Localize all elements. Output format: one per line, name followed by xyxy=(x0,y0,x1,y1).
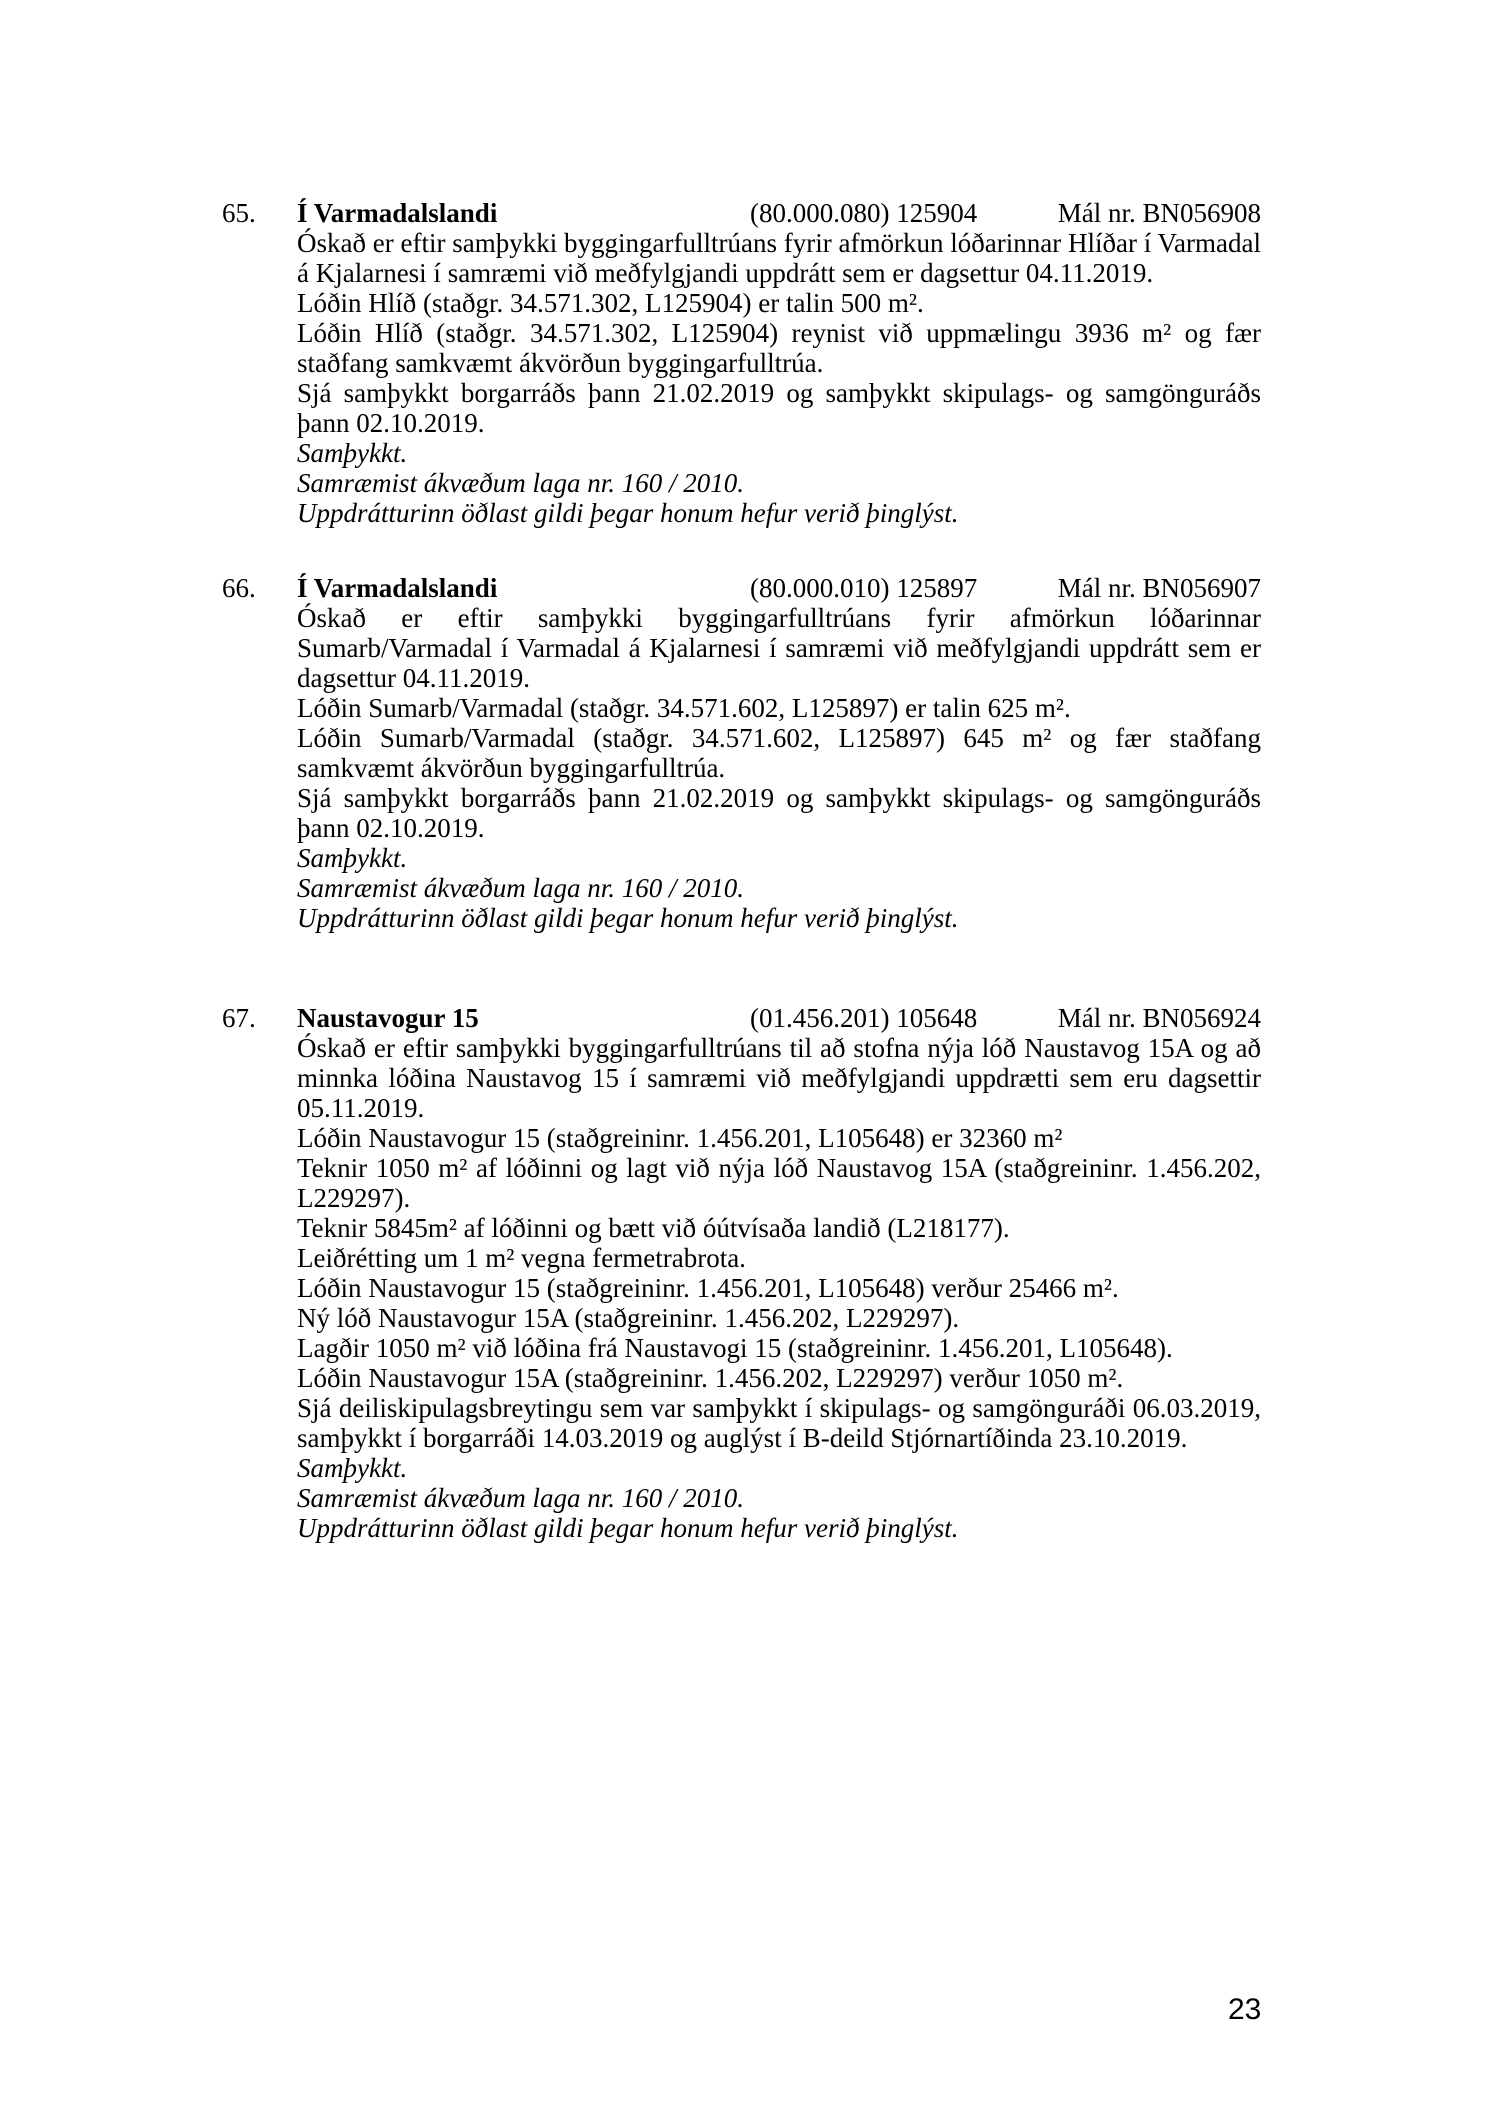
item-number: 65. xyxy=(222,198,256,228)
item-header xyxy=(297,198,1261,228)
item-header xyxy=(297,573,1261,603)
case-paragraph: Lagðir 1050 m² við lóðina frá Naustavogi 15 (staðgreininr. 1.456.201, L105648). xyxy=(297,1333,1173,1363)
case-paragraph: Lóðin Naustavogur 15 (staðgreininr. 1.456.201, L105648) verður 25466 m². xyxy=(297,1273,1119,1303)
case-paragraph: Óskað er eftir samþykki byggingarfulltrúans fyrir afmörkun lóðarinnar Sumarb/Varmadal í Varmadal á Kjalarnesi í samræmi við meðfylgjandi uppdrátt sem er dagsettur 04.11.2019. xyxy=(297,603,1261,693)
item-plot-ref: (80.000.080) 125904 xyxy=(750,198,978,228)
decision-line: Samþykkt. xyxy=(297,438,408,468)
case-paragraph: Lóðin Naustavogur 15 (staðgreininr. 1.456.201, L105648) er 32360 m² xyxy=(297,1123,1063,1153)
minutes-content xyxy=(222,198,1261,1543)
case-paragraph: Lóðin Hlíð (staðgr. 34.571.302, L125904) reynist við uppmælingu 3936 m² og fær staðfang samkvæmt ákvörðun byggingarfulltrúa. xyxy=(297,318,1261,378)
item-case-number: Mál nr. BN056908 xyxy=(1057,198,1261,228)
decision-line: Uppdrátturinn öðlast gildi þegar honum hefur verið þinglýst. xyxy=(297,1513,959,1543)
case-item-65 xyxy=(222,198,1261,528)
case-paragraph: Teknir 5845m² af lóðinni og bætt við óútvísaða landið (L218177). xyxy=(297,1213,1010,1243)
decision-line: Samræmist ákvæðum laga nr. 160 / 2010. xyxy=(297,468,745,498)
decision-line: Uppdrátturinn öðlast gildi þegar honum hefur verið þinglýst. xyxy=(297,903,959,933)
decision-line: Samþykkt. xyxy=(297,1453,408,1483)
case-paragraph: Óskað er eftir samþykki byggingarfulltrúans fyrir afmörkun lóðarinnar Hlíðar í Varmadal á Kjalarnesi í samræmi við meðfylgjandi uppdrátt sem er dagsettur 04.11.2019. xyxy=(297,228,1261,288)
case-paragraph: Sjá deiliskipulagsbreytingu sem var samþykkt í skipulags- og samgönguráði 06.03.2019, samþykkt í borgarráði 14.03.2019 og auglýst í B-deild Stjórnartíðinda 23.10.2019. xyxy=(297,1393,1261,1453)
case-paragraph: Lóðin Sumarb/Varmadal (staðgr. 34.571.602, L125897) er talin 625 m². xyxy=(297,693,1071,723)
case-item-66 xyxy=(222,573,1261,933)
item-title: Í Varmadalslandi xyxy=(297,198,498,228)
item-plot-ref: (01.456.201) 105648 xyxy=(750,1003,978,1033)
item-plot-ref: (80.000.010) 125897 xyxy=(750,573,978,603)
case-paragraph: Teknir 1050 m² af lóðinni og lagt við nýja lóð Naustavog 15A (staðgreininr. 1.456.202, L229297). xyxy=(297,1153,1261,1213)
case-paragraph: Leiðrétting um 1 m² vegna fermetrabrota. xyxy=(297,1243,746,1273)
decision-line: Samþykkt. xyxy=(297,843,408,873)
item-number: 66. xyxy=(222,573,256,603)
page-number: 23 xyxy=(1228,1993,1262,2026)
case-paragraph: Ný lóð Naustavogur 15A (staðgreininr. 1.456.202, L229297). xyxy=(297,1303,960,1333)
item-number: 67. xyxy=(222,1003,256,1033)
item-title: Í Varmadalslandi xyxy=(297,573,498,603)
case-item-67 xyxy=(222,1003,1261,1543)
decision-line: Uppdrátturinn öðlast gildi þegar honum hefur verið þinglýst. xyxy=(297,498,959,528)
decision-line: Samræmist ákvæðum laga nr. 160 / 2010. xyxy=(297,1483,745,1513)
case-paragraph: Lóðin Hlíð (staðgr. 34.571.302, L125904) er talin 500 m². xyxy=(297,288,924,318)
item-case-number: Mál nr. BN056924 xyxy=(1057,1003,1261,1033)
decision-line: Samræmist ákvæðum laga nr. 160 / 2010. xyxy=(297,873,745,903)
case-paragraph: Lóðin Sumarb/Varmadal (staðgr. 34.571.602, L125897) 645 m² og fær staðfang samkvæmt ákvörðun byggingarfulltrúa. xyxy=(297,723,1261,783)
item-title: Naustavogur 15 xyxy=(297,1003,479,1033)
item-header xyxy=(297,1003,1261,1033)
item-case-number: Mál nr. BN056907 xyxy=(1057,573,1261,603)
case-paragraph: Óskað er eftir samþykki byggingarfulltrúans til að stofna nýja lóð Naustavog 15A og að minnka lóðina Naustavog 15 í samræmi við meðfylgjandi uppdrætti sem eru dagsettir 05.11.2019. xyxy=(297,1033,1261,1123)
case-paragraph: Sjá samþykkt borgarráðs þann 21.02.2019 og samþykkt skipulags- og samgönguráðs þann 02.10.2019. xyxy=(297,378,1261,438)
case-paragraph: Lóðin Naustavogur 15A (staðgreininr. 1.456.202, L229297) verður 1050 m². xyxy=(297,1363,1124,1393)
case-paragraph: Sjá samþykkt borgarráðs þann 21.02.2019 og samþykkt skipulags- og samgönguráðs þann 02.10.2019. xyxy=(297,783,1261,843)
